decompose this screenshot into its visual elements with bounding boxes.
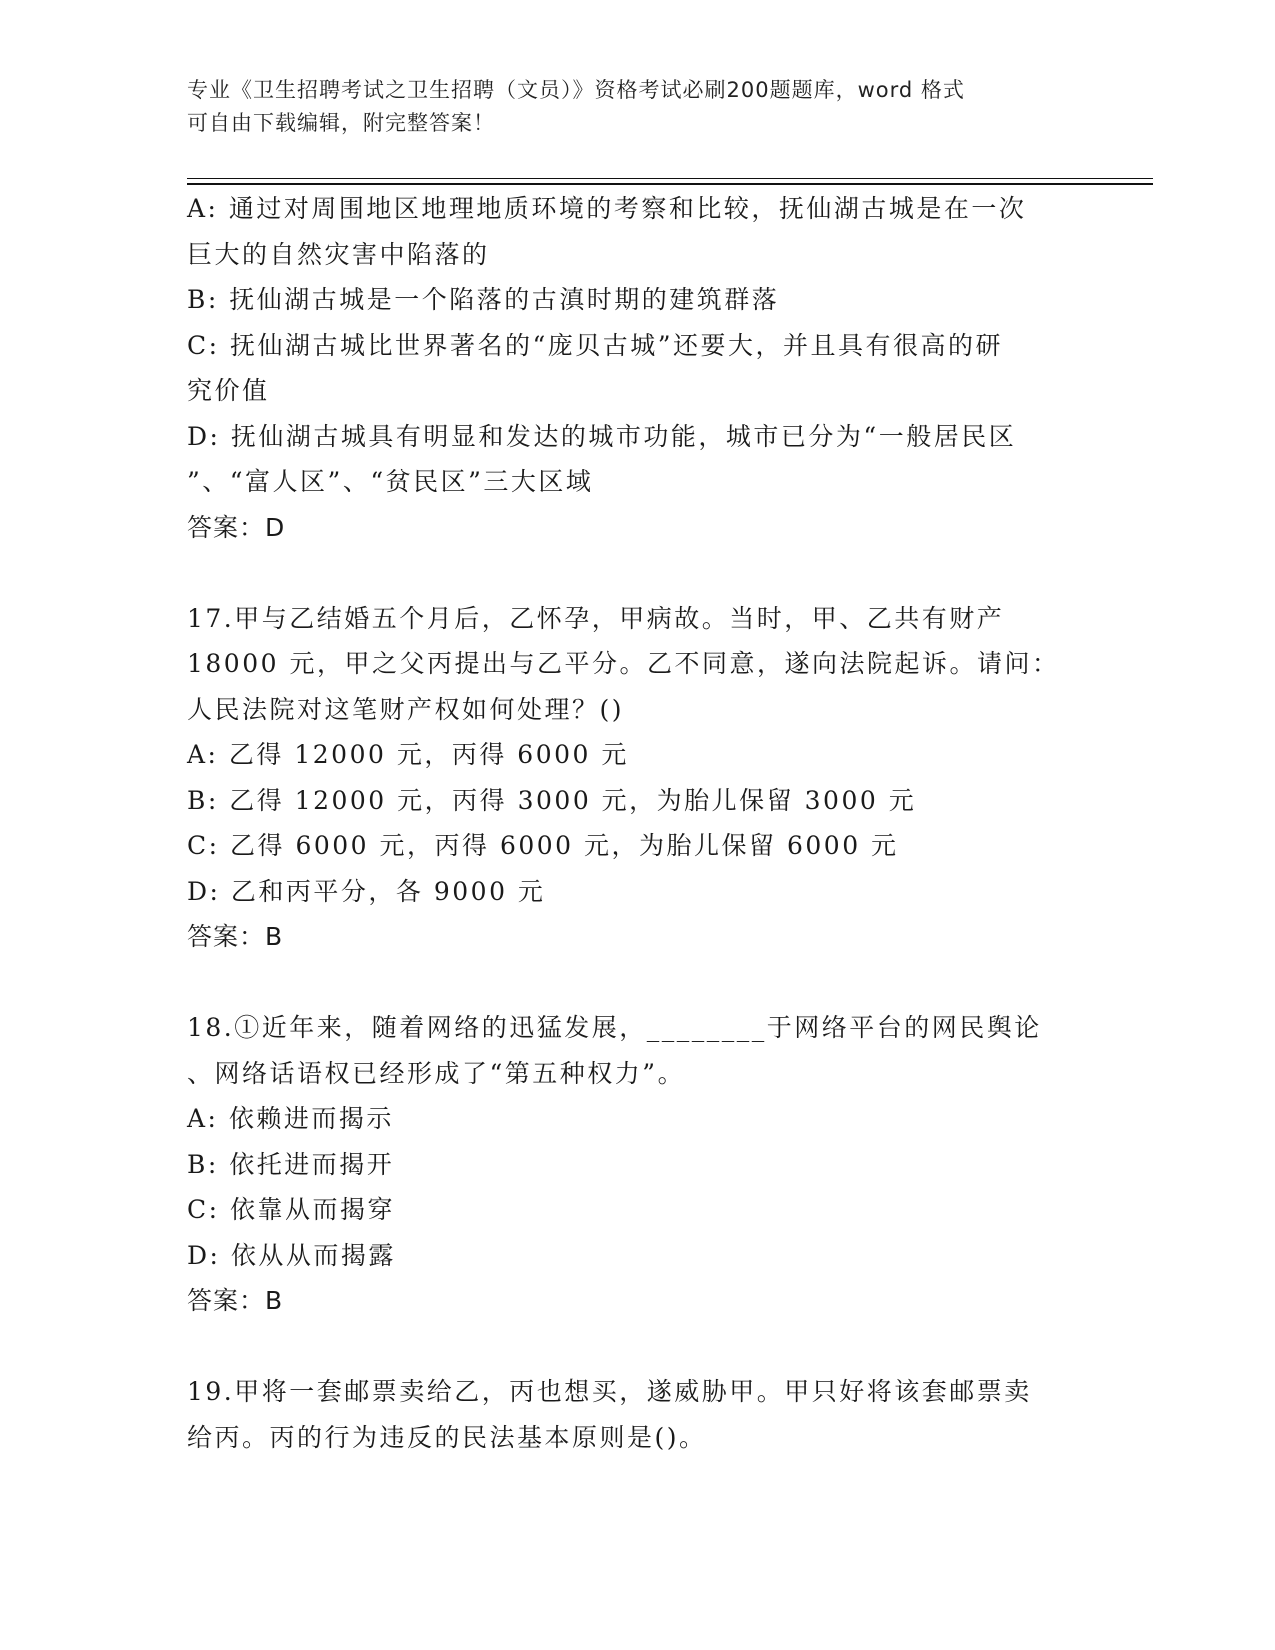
header-divider-thin	[187, 178, 1153, 179]
question-text-line-2: 给丙。丙的行为违反的民法基本原则是()。	[187, 1422, 707, 1452]
answer-line: 答案：B	[187, 922, 284, 951]
question-text-line-1: 19.甲将一套邮票卖给乙，丙也想买，遂威胁甲。甲只好将该套邮票卖	[187, 1377, 1032, 1406]
question-19	[187, 1369, 1087, 1460]
option-b: B: 依托进而揭开	[187, 1149, 395, 1179]
header-title-line-2: 可自由下载编辑，附完整答案！	[187, 111, 495, 135]
option-c: C: 乙得 6000 元，丙得 6000 元，为胎儿保留 6000 元	[187, 831, 899, 860]
question-16	[187, 186, 1087, 550]
option-b: B: 抚仙湖古城是一个陷落的古滇时期的建筑群落	[187, 285, 780, 314]
spacer	[187, 1324, 1087, 1370]
spacer	[187, 960, 1087, 1006]
question-text-line-1: 18.①近年来，随着网络的迅猛发展，________于网络平台的网民舆论	[187, 1013, 1042, 1042]
question-17	[187, 596, 1087, 960]
option-c: C: 依靠从而揭穿	[187, 1195, 395, 1224]
document-header	[187, 74, 1067, 140]
option-a: A: 依赖进而揭示	[187, 1104, 394, 1133]
option-c-line-2: 究价值	[187, 376, 270, 405]
answer-line: 答案：B	[187, 1286, 284, 1315]
option-a-line-1: A: 通过对周围地区地理地质环境的考察和比较，抚仙湖古城是在一次	[187, 194, 1027, 223]
spacer	[187, 550, 1087, 596]
question-text-line-2: 18000 元，甲之父丙提出与乙平分。乙不同意，遂向法院起诉。请问：	[187, 649, 1060, 678]
document-body	[187, 186, 1087, 1460]
question-text-line-2: 、网络话语权已经形成了“第五种权力”。	[187, 1058, 686, 1088]
header-divider-thick	[187, 183, 1153, 185]
question-text-line-3: 人民法院对这笔财产权如何处理？()	[187, 694, 625, 724]
option-d: D: 乙和丙平分，各 9000 元	[187, 876, 546, 906]
answer-line: 答案：D	[187, 512, 286, 542]
option-c-line-1: C: 抚仙湖古城比世界著名的“庞贝古城”还要大，并且具有很高的研	[187, 330, 1004, 360]
option-d: D: 依从从而揭露	[187, 1240, 396, 1270]
option-d-line-1: D: 抚仙湖古城具有明显和发达的城市功能，城市已分为“一般居民区	[187, 421, 1017, 451]
option-a: A: 乙得 12000 元，丙得 6000 元	[187, 740, 629, 769]
option-a-line-2: 巨大的自然灾害中陷落的	[187, 239, 490, 269]
question-text-line-1: 17.甲与乙结婚五个月后，乙怀孕，甲病故。当时，甲、乙共有财产	[187, 603, 1005, 633]
option-b: B: 乙得 12000 元，丙得 3000 元，为胎儿保留 3000 元	[187, 785, 917, 815]
header-title-line-1: 专业《卫生招聘考试之卫生招聘（文员）》资格考试必刷200题题库，word 格式	[187, 78, 965, 102]
question-18	[187, 1005, 1087, 1324]
option-d-line-2: ”、“富人区”、“贫民区”三大区域	[187, 467, 594, 496]
